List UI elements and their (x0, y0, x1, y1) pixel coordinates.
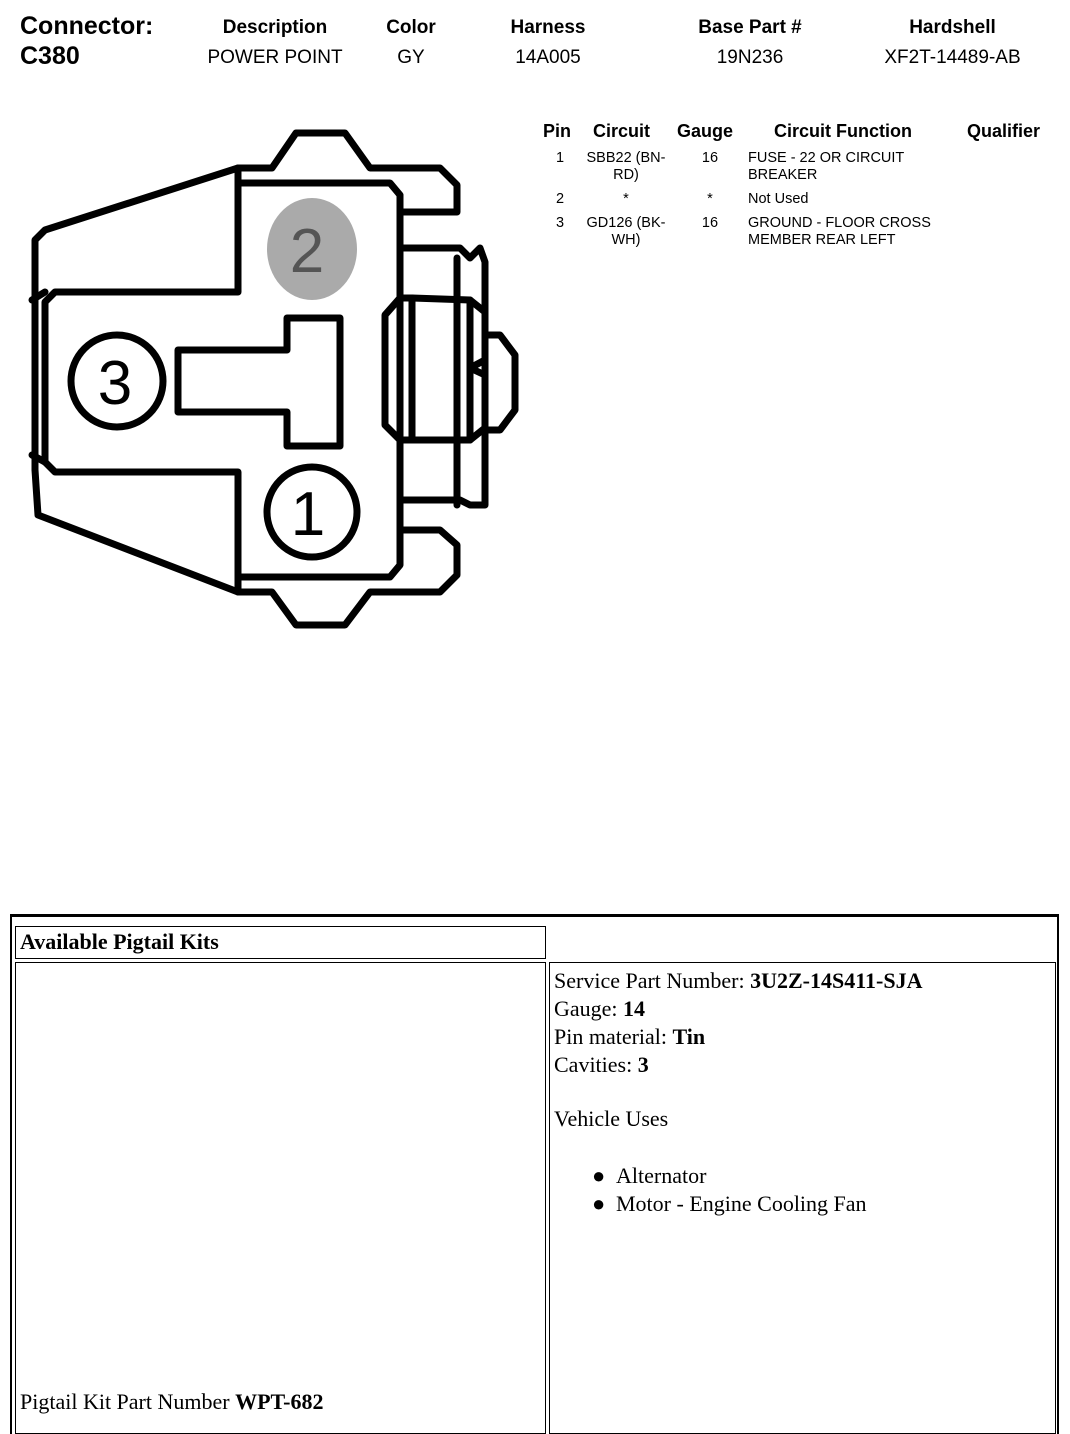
pigtail-kit-part: Pigtail Kit Part Number WPT-682 (20, 1389, 324, 1414)
vehicle-uses-list (554, 1162, 1055, 1218)
pin-1-label: 1 (290, 480, 326, 549)
header-hardshell: Hardshell (909, 17, 996, 38)
table-row-2-gauge: * (707, 191, 713, 207)
pin-2-label: 2 (289, 217, 325, 286)
header-harness: Harness (510, 17, 586, 38)
pin-table-header-pin: Pin (543, 121, 572, 141)
table-row-1-gauge: 16 (701, 150, 719, 166)
pigtail-details-cell (549, 962, 1056, 1434)
pin-3-label: 3 (97, 349, 133, 418)
value-description: POWER POINT (207, 47, 343, 68)
table-row-2-function: Not Used (748, 191, 809, 207)
pin-table-header-gauge: Gauge (677, 121, 734, 141)
pin-3-cavity (71, 335, 163, 427)
value-color: GY (397, 47, 425, 68)
table-row-1-pin: 1 (555, 150, 565, 166)
table-row-3-pin: 3 (555, 215, 565, 231)
value-hardshell: XF2T-14489-AB (884, 47, 1021, 68)
table-row-2-circuit: * (623, 191, 629, 207)
pigtail-title-empty-cell (548, 926, 1056, 959)
service-part-number: Service Part Number: 3U2Z-14S411-SJA (554, 968, 923, 993)
pigtail-title: Available Pigtail Kits (20, 929, 219, 954)
table-row-1-circuit: SBB22 (BN-RD) (586, 150, 666, 183)
list-item: ● Motor - Engine Cooling Fan (592, 1191, 867, 1216)
pin-2-cavity (267, 198, 357, 300)
value-base-part: 19N236 (716, 47, 784, 68)
vehicle-uses-label: Vehicle Uses (554, 1106, 669, 1131)
pigtail-kit-part-value: WPT-682 (235, 1389, 324, 1414)
connector-id: C380 (20, 42, 80, 70)
header-base-part: Base Part # (698, 17, 802, 38)
value-harness: 14A005 (515, 47, 581, 68)
pin-1-cavity (267, 467, 357, 557)
pigtail-gauge: Gauge: 14 (554, 996, 646, 1021)
table-row-1-function: FUSE - 22 OR CIRCUIT BREAKER (748, 150, 905, 183)
table-row-3-circuit: GD126 (BK-WH) (586, 215, 666, 248)
connector-label: Connector: (20, 12, 154, 40)
header-color: Color (386, 17, 436, 38)
list-item: ● Alternator (592, 1163, 707, 1188)
header-description: Description (222, 17, 328, 38)
pin-material: Pin material: Tin (554, 1024, 706, 1049)
cavities: Cavities: 3 (554, 1052, 649, 1077)
pin-table-header-function: Circuit Function (774, 121, 912, 141)
table-row-2-pin: 2 (555, 191, 565, 207)
pin-table-header-circuit: Circuit (593, 121, 651, 141)
pigtail-image-cell (15, 962, 546, 1434)
connector-key (178, 318, 340, 446)
pin-table-header-qualifier: Qualifier (967, 121, 1041, 141)
table-row-3-function: GROUND - FLOOR CROSS MEMBER REAR LEFT (748, 215, 931, 248)
table-row-3-gauge: 16 (701, 215, 719, 231)
connector-face-diagram (0, 0, 530, 640)
pigtail-title-cell (15, 926, 546, 959)
